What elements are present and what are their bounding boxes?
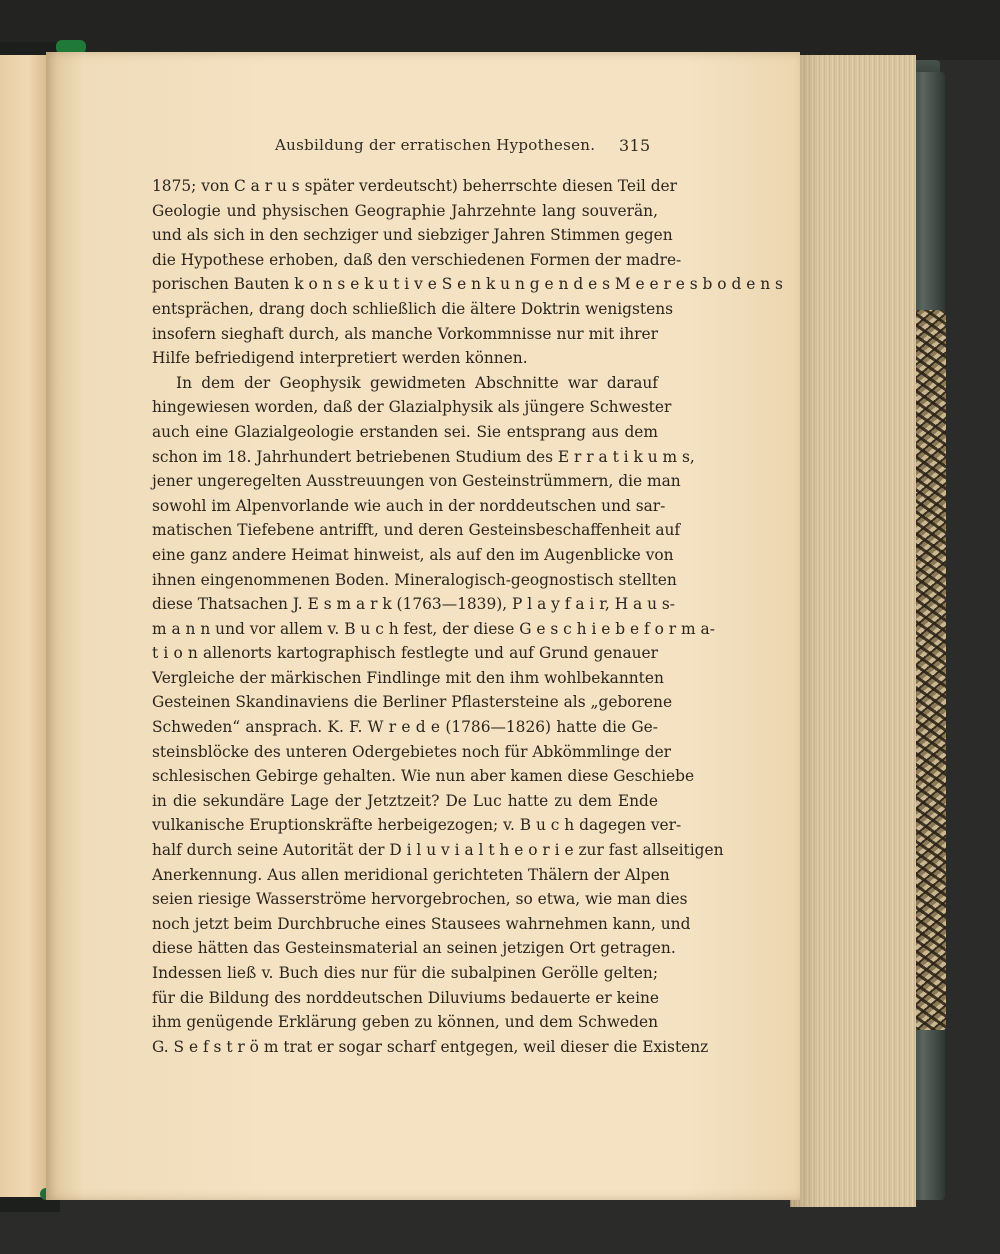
text-line: t i o n allenorts kartographisch festlegte und auf Grund genauer (152, 644, 658, 663)
running-title: Ausbildung der erratischen Hypothesen. (275, 136, 596, 154)
text-line: Anerkennung. Aus allen meridional gerichteten Thälern der Alpen (152, 865, 670, 884)
text-line: auch eine Glazialgeologie erstanden sei. Sie entsprang aus dem (152, 422, 658, 441)
text-line: half durch seine Autorität der D i l u v i a l t h e o r i e zur fast allseitigen (152, 841, 724, 860)
text-line: seien riesige Wasserströme hervorgebrochen, so etwa, wie man dies (152, 890, 688, 909)
text-line: sowohl im Alpenvorlande wie auch in der norddeutschen und sar- (152, 496, 666, 515)
text-line: für die Bildung des norddeutschen Diluviums bedauerte er keine (152, 988, 660, 1007)
marbled-endpaper (916, 310, 946, 1030)
text-line: Geologie und physischen Geographie Jahrzehnte lang souverän, (152, 201, 658, 220)
left-page-edge (0, 55, 47, 1197)
body-text (152, 174, 783, 1059)
text-line: In dem der Geophysik gewidmeten Abschnitte war darauf (176, 373, 658, 392)
text-line: ihm genügende Erklärung geben zu können, und dem Schweden (152, 1013, 658, 1032)
text-line: noch jetzt beim Durchbruche eines Stausees wahrnehmen kann, und (152, 914, 691, 933)
backdrop (0, 0, 1000, 60)
text-line: vulkanische Eruptionskräfte herbeigezogen; v. B u c h dagegen ver- (152, 816, 682, 835)
text-line: ihnen eingenommenen Boden. Mineralogisch-geognostisch stellten (152, 570, 677, 589)
text-line: G. S e f s t r ö m trat er sogar scharf entgegen, weil dieser die Existenz (152, 1037, 709, 1056)
text-line: schon im 18. Jahrhundert betriebenen Studium des E r r a t i k u m s, (152, 447, 695, 466)
text-line: insofern sieghaft durch, als manche Vorkommnisse nur mit ihrer (152, 324, 658, 343)
page-number: 315 (619, 136, 651, 155)
text-line: hingewiesen worden, daß der Glazialphysik als jüngere Schwester (152, 398, 672, 417)
running-header (275, 136, 775, 160)
text-line: die Hypothese erhoben, daß den verschiedenen Formen der madre- (152, 250, 682, 269)
text-line: m a n n und vor allem v. B u c h fest, der diese G e s c h i e b e f o r m a- (152, 619, 715, 638)
text-line: jener ungeregelten Ausstreuungen von Gesteinstrümmern, die man (152, 472, 681, 491)
text-line: in die sekundäre Lage der Jetztzeit? De Luc hatte zu dem Ende (152, 791, 658, 810)
text-line: Schweden“ ansprach. K. F. W r e d e (1786—1826) hatte die Ge- (152, 718, 658, 737)
text-line: und als sich in den sechziger und siebziger Jahren Stimmen gegen (152, 226, 673, 245)
text-line: diese Thatsachen J. E s m a r k (1763—1839), P l a y f a i r, H a u s- (152, 595, 675, 614)
text-line: Hilfe befriedigend interpretiert werden können. (152, 349, 528, 368)
text-line: Gesteinen Skandinaviens die Berliner Pflastersteine als „geborene (152, 693, 673, 712)
text-line: matischen Tiefebene antrifft, und deren Gesteinsbeschaffenheit auf (152, 521, 681, 540)
text-line: diese hätten das Gesteinsmaterial an seinen jetzigen Ort getragen. (152, 939, 676, 958)
text-line: entsprächen, drang doch schließlich die ältere Doktrin wenigstens (152, 299, 674, 318)
text-line: steinsblöcke des unteren Odergebietes noch für Abkömmlinge der (152, 742, 672, 761)
text-line: eine ganz andere Heimat hinweist, als auf den im Augenblicke von (152, 545, 674, 564)
text-line: schlesischen Gebirge gehalten. Wie nun aber kamen diese Geschiebe (152, 767, 695, 786)
text-line: 1875; von C a r u s später verdeutscht) beherrschte diesen Teil der (152, 177, 678, 195)
text-line: Indessen ließ v. Buch dies nur für die subalpinen Gerölle gelten; (152, 964, 658, 982)
text-line: Vergleiche der märkischen Findlinge mit den ihm wohlbekannten (152, 668, 664, 687)
text-line: porischen Bauten k o n s e k u t i v e S e n k u n g e n d e s M e e r e s b o d e n s (152, 275, 783, 294)
